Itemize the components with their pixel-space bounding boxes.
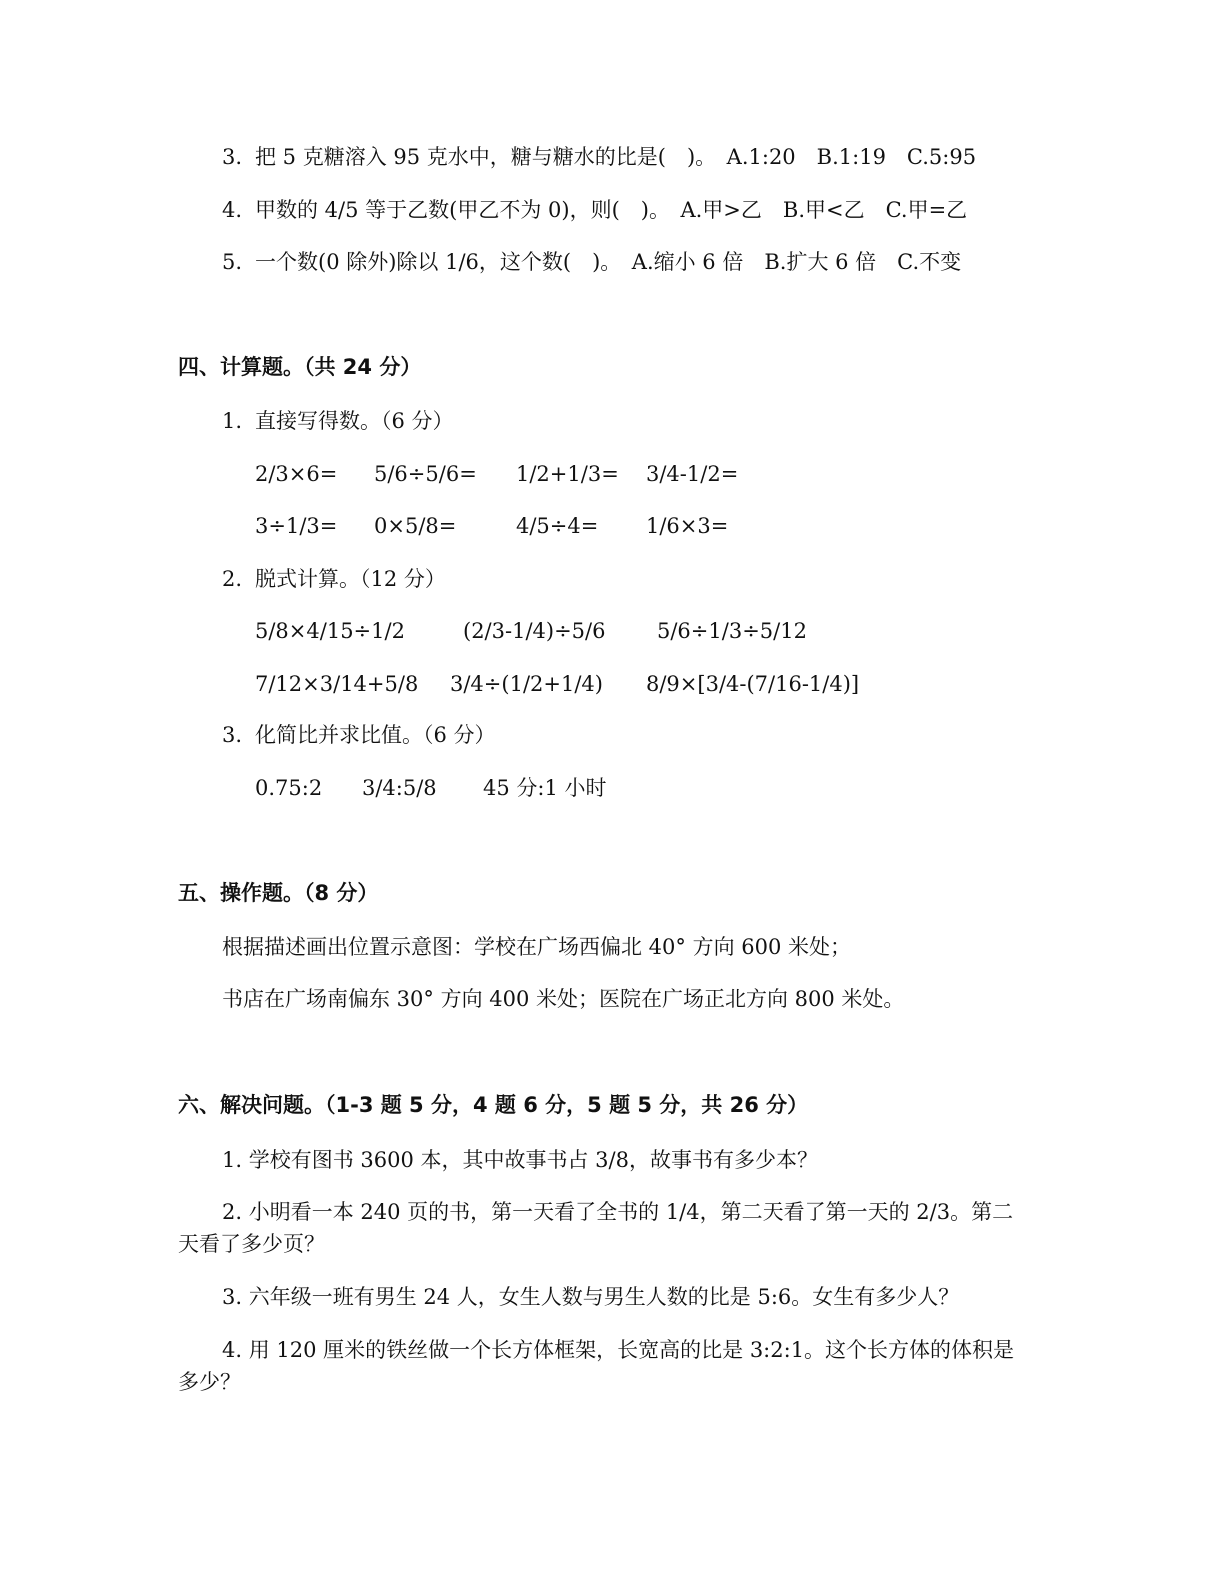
oral-calc-item: 3/4-1/2= [646, 462, 739, 486]
part-number: 3. [222, 723, 243, 747]
part-label: 脱式计算。（12 分） [255, 567, 446, 591]
oral-calc-item: 4/5÷4= [516, 514, 599, 538]
item-text: 把 5 克糖溶入 95 克水中，糖与糖水的比是( )。 A.1:20 B.1:19 C.5:95 [255, 145, 977, 169]
oral-calc-item: 0×5/8= [374, 514, 457, 538]
problem-4-line-2: 多少？ [178, 1370, 241, 1394]
step-calc-item: 3/4÷(1/2+1/4) [450, 672, 603, 696]
problem-2-line-2: 天看了多少页？ [178, 1232, 325, 1256]
ratio-item: 0.75:2 [255, 776, 323, 800]
calc-part-1-label [222, 407, 454, 435]
item-text: 甲数的 4/5 等于乙数(甲乙不为 0)，则( )。 A.甲>乙 B.甲<乙 C.甲=乙 [255, 198, 968, 222]
section-6-title: 六、解决问题。（1-3 题 5 分，4 题 6 分，5 题 5 分，共 26 分） [178, 1093, 809, 1117]
step-calc-item: 5/6÷1/3÷5/12 [657, 619, 807, 643]
oral-calc-item: 2/3×6= [255, 462, 338, 486]
item-number: 5. [222, 250, 243, 274]
part-label: 化简比并求比值。（6 分） [255, 723, 496, 747]
part-number: 1. [222, 409, 243, 433]
oral-calc-item: 3÷1/3= [255, 514, 338, 538]
calc-part-2-label [222, 565, 446, 593]
part-number: 2. [222, 567, 243, 591]
item-text: 一个数(0 除外)除以 1/6，这个数( )。 A.缩小 6 倍 B.扩大 6 倍 C.不变 [255, 250, 962, 274]
calc-part-3-label [222, 721, 496, 749]
oral-calc-item: 5/6÷5/6= [374, 462, 477, 486]
oral-calc-item: 1/2+1/3= [516, 462, 619, 486]
item-number: 3. [222, 145, 243, 169]
section-5-title: 五、操作题。（8 分） [178, 881, 379, 905]
step-calc-item: 5/8×4/15÷1/2 [255, 619, 405, 643]
choice-item-4 [222, 196, 967, 224]
problem-2-line-1: 2. 小明看一本 240 页的书，第一天看了全书的 1/4，第二天看了第一天的 2/3。第二 [222, 1200, 1014, 1224]
ratio-item: 45 分:1 小时 [483, 776, 607, 800]
step-calc-item: (2/3-1/4)÷5/6 [463, 619, 606, 643]
problem-1: 1. 学校有图书 3600 本，其中故事书占 3/8，故事书有多少本？ [222, 1148, 818, 1172]
problem-3: 3. 六年级一班有男生 24 人，女生人数与男生人数的比是 5:6。女生有多少人？ [222, 1285, 960, 1309]
item-number: 4. [222, 198, 243, 222]
choice-item-3 [222, 143, 976, 171]
choice-item-5 [222, 248, 961, 276]
step-calc-item: 7/12×3/14+5/8 [255, 672, 419, 696]
operation-text-line: 根据描述画出位置示意图：学校在广场西偏北 40° 方向 600 米处； [222, 935, 852, 959]
ratio-item: 3/4:5/8 [362, 776, 437, 800]
operation-text-line: 书店在广场南偏东 30° 方向 400 米处；医院在广场正北方向 800 米处。 [222, 987, 905, 1011]
part-label: 直接写得数。（6 分） [255, 409, 454, 433]
step-calc-item: 8/9×[3/4-(7/16-1/4)] [646, 672, 860, 696]
oral-calc-item: 1/6×3= [646, 514, 729, 538]
section-4-title: 四、计算题。（共 24 分） [178, 355, 422, 379]
problem-4-line-1: 4. 用 120 厘米的铁丝做一个长方体框架，长宽高的比是 3:2:1。这个长方体的体积是 [222, 1338, 1015, 1362]
